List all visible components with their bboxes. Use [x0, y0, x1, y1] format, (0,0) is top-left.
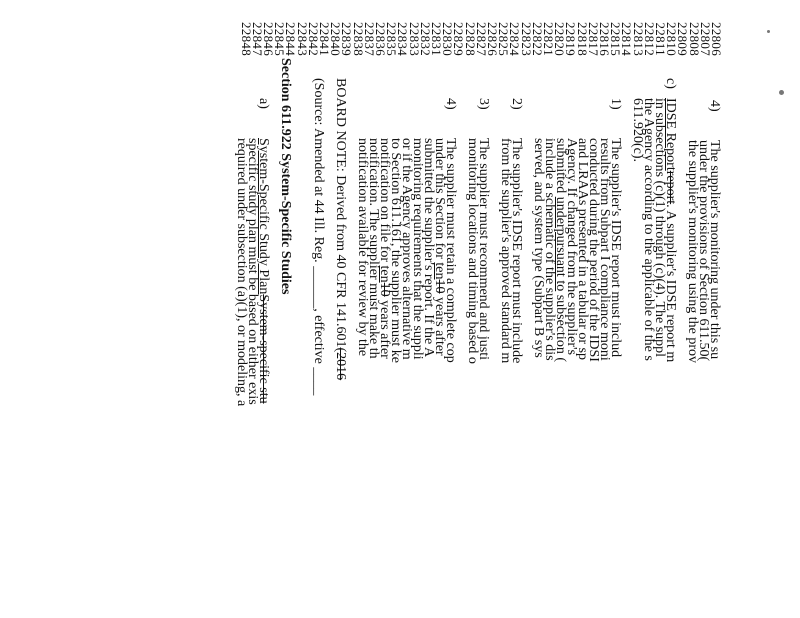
line-number: 22816 [597, 22, 612, 56]
c1-line-3: conducted during the period of the IDSI [586, 138, 601, 362]
line-number: 22837 [361, 22, 377, 56]
c4-line-2-rest: years after [432, 293, 447, 356]
c3-line-2: monitoring locations and timing based o [465, 138, 480, 364]
line-number: 22845 [272, 22, 288, 56]
line-number: 22817 [585, 22, 601, 56]
line-number: 22806 [709, 22, 724, 56]
c1-line-2: results from Subpart I compliance moni [597, 138, 612, 361]
line-number: 22834 [395, 22, 411, 56]
c1-label: 1) [608, 98, 623, 110]
c4-line-3: submitted the supplier's report. If the A [421, 138, 436, 358]
c4-line-2-inserted: ten [432, 262, 447, 280]
line-number: 22847 [249, 22, 265, 56]
c1-line-6-inserted: underpursuant to [553, 196, 568, 292]
line-number: 22811 [653, 22, 668, 56]
subsection-c-line-3: the Agency according to the applicable of the s [641, 98, 656, 361]
para4-line-1: The supplier's monitoring under this su [707, 140, 722, 360]
line-number: 22842 [305, 22, 321, 56]
line-number: 22822 [529, 22, 545, 56]
line-number: 22831 [429, 22, 444, 56]
line-number: 22838 [350, 22, 366, 56]
c2-label: 2) [509, 98, 524, 110]
line-number: 22836 [373, 22, 388, 56]
line-number: 22819 [563, 22, 579, 56]
line-number: 22810 [664, 22, 680, 56]
line-number: 22841 [317, 22, 332, 56]
c1-line-4: and LRAAs presented in a tabular or sp [575, 138, 590, 360]
c1-line-7: include a schematic of the supplier's dis [542, 138, 557, 361]
line-number: 22835 [384, 22, 400, 56]
c1-line-5: Agency. If changed from the supplier's [564, 138, 579, 355]
board-note [333, 78, 348, 380]
line-number: 22843 [294, 22, 310, 56]
subsection-a-line-3: required under subsection (a)(1), or modeling, a [234, 138, 249, 407]
line-number: 22821 [541, 22, 556, 56]
line-number: 22820 [552, 22, 568, 56]
c4-line-2-deleted: 10 [432, 279, 447, 294]
c4-line-7-deleted: 10 [377, 282, 392, 297]
c4-line-7-a: notification on file for [377, 138, 392, 266]
source-effective: , effective ____ [311, 308, 326, 396]
line-number: 22824 [507, 22, 523, 56]
line-number: 22832 [417, 22, 433, 56]
board-note-deleted: (2016 [333, 347, 348, 381]
scan-speck [767, 30, 770, 33]
c4-line-1: The supplier must retain a complete cop [443, 138, 458, 363]
line-number: 22840 [328, 22, 344, 56]
board-note-text: BOARD NOTE: Derived from 40 CFR 141.601 [333, 78, 348, 348]
line-number: 22809 [675, 22, 691, 56]
section-heading: Section 611.922 System-Specific Studies [278, 58, 293, 295]
line-number: 22807 [697, 22, 713, 56]
c-heading-deleted: report [663, 170, 678, 205]
c4-line-7-inserted: ten [377, 265, 392, 283]
line-number: 22814 [619, 22, 635, 56]
source-note [311, 78, 326, 395]
subsection-a-line-2: specific study plan must be based on either exis [245, 138, 260, 405]
source-text: (Source: Amended at 44 Ill. Reg. [311, 78, 326, 267]
line-number: 22827 [473, 22, 489, 56]
c4-line-7-rest: years after [377, 296, 392, 359]
line-number: 22846 [261, 22, 276, 56]
c3-line-1: The supplier must recommend and justi [476, 138, 491, 361]
line-number: 22839 [339, 22, 355, 56]
line-number: 22813 [630, 22, 646, 56]
c1-line-6-a: submitted [553, 138, 568, 197]
c-heading-rest: . A supplier's IDSE report m [663, 204, 678, 363]
line-number: 22812 [641, 22, 657, 56]
c4-line-2-a: under this Section for [432, 138, 447, 263]
subsection-a-label: a) [256, 98, 271, 109]
line-number: 22823 [518, 22, 534, 56]
line-number: 22829 [451, 22, 467, 56]
para4-label: 4) [707, 100, 722, 112]
para4-line-2: under the provisions of Section 611.50( [696, 140, 711, 362]
c1-line-6-rest: subsection ( [553, 291, 568, 362]
source-blank: ______ [311, 266, 326, 309]
subsection-c-label: c) [663, 78, 678, 89]
subsection-a-inserted: System-Specific Study Plan [256, 138, 271, 295]
line-number: 22815 [608, 22, 624, 56]
c-heading-inserted: IDSE Report [663, 98, 678, 171]
c4-line-8: notification. The supplier must make th [366, 138, 381, 359]
c4-label: 4) [443, 98, 458, 110]
line-number: 22808 [686, 22, 702, 56]
line-number: 22844 [283, 22, 299, 56]
c4-line-4: monitoring requirements that the suppli [410, 138, 425, 360]
subsection-a-deleted: System-specific stu [256, 294, 271, 404]
subsection-c-line-2: in subsections (c)(1) through (c)(4). The suppl [652, 98, 667, 358]
c1-line-1: The supplier's IDSE report must includ [608, 138, 623, 358]
line-number: 22826 [485, 22, 500, 56]
line-number: 22830 [440, 22, 456, 56]
line-number: 22818 [574, 22, 590, 56]
para4-line-3: the supplier's monitoring using the prov [685, 140, 700, 364]
c4-line-5: or if the Agency approves alternative m [399, 138, 414, 360]
subsection-c-line-4: 611.920(c). [630, 98, 645, 163]
line-number: 22828 [462, 22, 478, 56]
c4-line-9: notification available for review by the [355, 138, 370, 357]
c2-line-1: The supplier's IDSE report must include [509, 138, 524, 364]
line-number: 22848 [238, 22, 254, 56]
line-number: 22825 [496, 22, 512, 56]
line-number: 22833 [406, 22, 422, 56]
c3-label: 3) [476, 98, 491, 110]
c2-line-2: from the supplier's approved standard m [498, 138, 513, 364]
c4-line-6: to Section 611.161, the supplier must ke [388, 138, 403, 364]
c1-line-8: served, and system type (Subpart B sys [531, 138, 546, 358]
scan-speck [779, 90, 784, 95]
